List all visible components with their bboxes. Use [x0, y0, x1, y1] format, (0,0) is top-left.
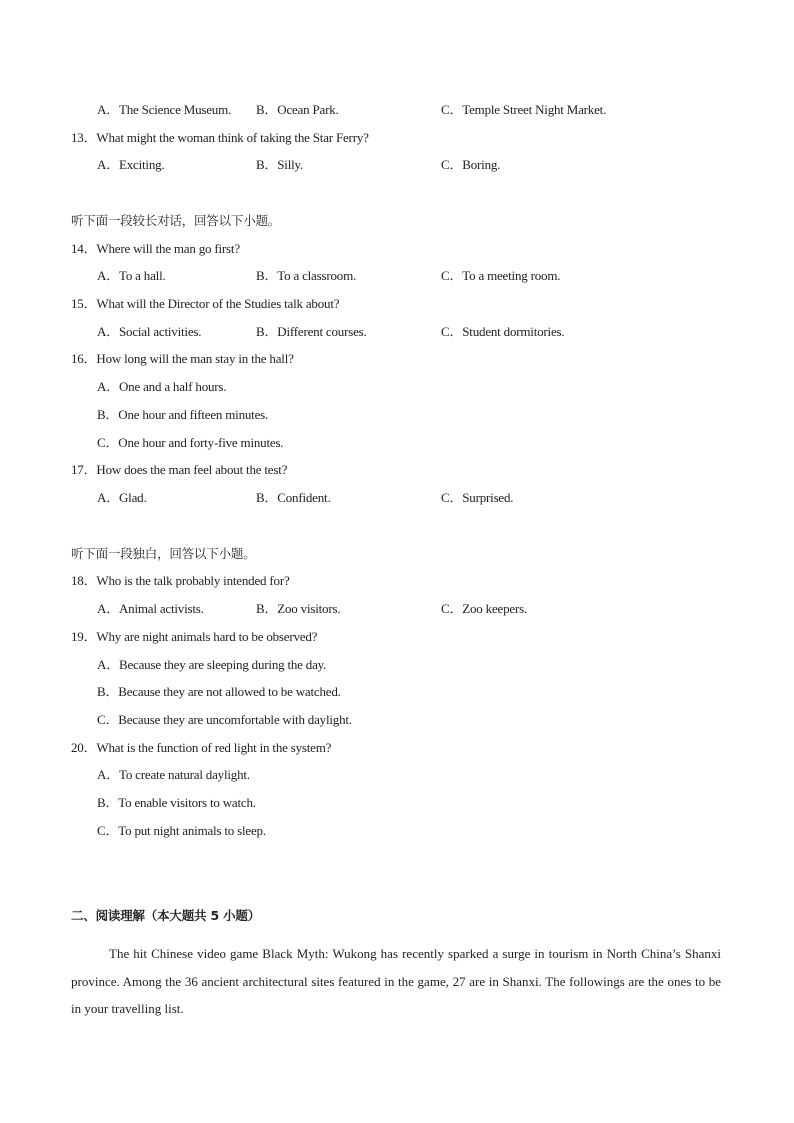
q20-option-b: B．To enable visitors to watch. — [97, 795, 256, 810]
q12-option-c: C．Temple Street Night Market. — [441, 102, 607, 117]
q17-option-c: C．Surprised. — [441, 490, 514, 505]
reading-passage-paragraph: The hit Chinese video game Black Myth: Wukong has recently sparked a surge in tourism in North China’s Shanxi province. Among the 36 ancient architectural sites featured in the game, 27 are in Shanxi. The followings are the ones to be in your travelling list. — [71, 946, 721, 1016]
q15-option-a: A．Social activities. — [97, 324, 202, 339]
q20-option-c: C．To put night animals to sleep. — [97, 823, 266, 838]
q16-option-a: A．One and a half hours. — [97, 379, 227, 394]
q18-stem: 18．Who is the talk probably intended for? — [71, 573, 290, 588]
q17-option-a: A．Glad. — [97, 490, 147, 505]
q20-stem: 20．What is the function of red light in the system? — [71, 740, 332, 755]
q13-option-b: B．Silly. — [256, 157, 304, 172]
q14-option-b: B．To a classroom. — [256, 268, 357, 283]
q12-option-a: A．The Science Museum. — [97, 102, 232, 117]
q16-option-c: C．One hour and forty-five minutes. — [97, 435, 284, 450]
q18-option-c: C．Zoo keepers. — [441, 601, 528, 616]
section-instruction-monologue: 听下面一段独白，回答以下小题。 — [71, 546, 256, 561]
q19-option-c: C．Because they are uncomfortable with daylight. — [97, 712, 352, 727]
q19-option-a: A．Because they are sleeping during the day. — [97, 657, 327, 672]
q19-stem: 19．Why are night animals hard to be observed? — [71, 629, 318, 644]
q17-option-b: B．Confident. — [256, 490, 331, 505]
q20-option-a: A．To create natural daylight. — [97, 767, 250, 782]
q15-option-c: C．Student dormitories. — [441, 324, 565, 339]
q13-option-c: C．Boring. — [441, 157, 501, 172]
q15-option-b: B．Different courses. — [256, 324, 367, 339]
q13-stem: 13．What might the woman think of taking the Star Ferry? — [71, 130, 369, 145]
q18-option-a: A．Animal activists. — [97, 601, 204, 616]
q14-option-c: C．To a meeting room. — [441, 268, 561, 283]
q14-stem: 14．Where will the man go first? — [71, 241, 240, 256]
reading-section-heading: 二、阅读理解（本大题共 5 小题） — [71, 908, 261, 923]
section-instruction-dialogue: 听下面一段较长对话，回答以下小题。 — [71, 213, 281, 228]
q15-stem: 15．What will the Director of the Studies talk about? — [71, 296, 340, 311]
q18-option-b: B．Zoo visitors. — [256, 601, 341, 616]
q14-option-a: A．To a hall. — [97, 268, 166, 283]
q13-option-a: A．Exciting. — [97, 157, 165, 172]
q16-option-b: B．One hour and fifteen minutes. — [97, 407, 269, 422]
q17-stem: 17．How does the man feel about the test? — [71, 462, 288, 477]
q16-stem: 16．How long will the man stay in the hall? — [71, 351, 294, 366]
q19-option-b: B．Because they are not allowed to be watched. — [97, 684, 341, 699]
q12-option-b: B．Ocean Park. — [256, 102, 339, 117]
